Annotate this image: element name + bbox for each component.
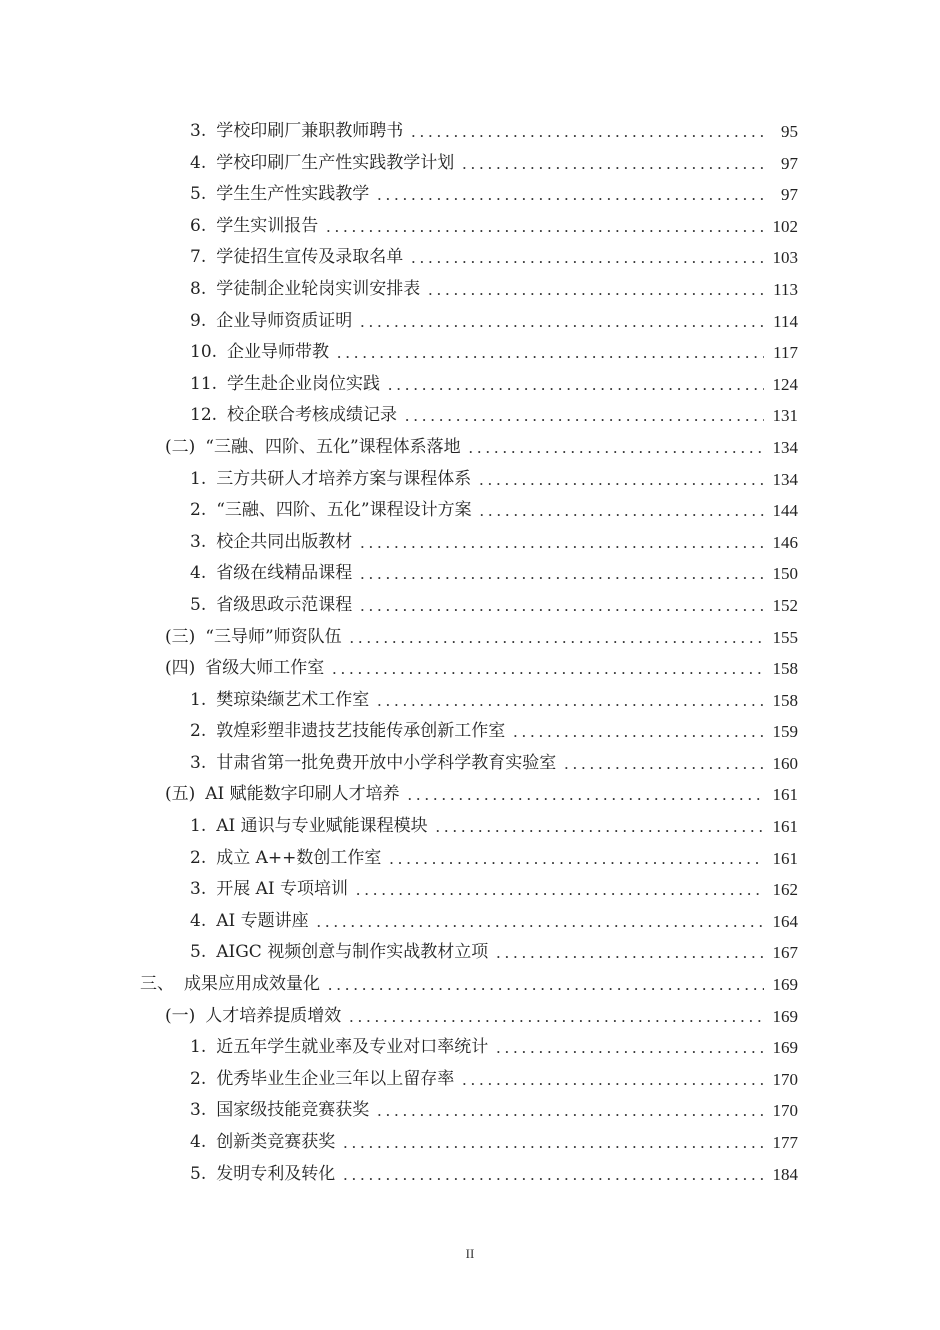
toc-entry[interactable] xyxy=(0,716,940,748)
toc-entry-number: 1. xyxy=(190,816,207,837)
toc-entry-number: (一) xyxy=(165,1005,196,1026)
toc-dot-leader xyxy=(343,1159,764,1191)
toc-entry[interactable] xyxy=(0,685,940,717)
toc-entry[interactable] xyxy=(0,274,940,306)
toc-dot-leader xyxy=(356,874,764,906)
toc-entry-title: 学校印刷厂生产性实践教学计划 xyxy=(216,152,455,173)
toc-entry-page: 95 xyxy=(781,122,798,141)
toc-entry-page: 134 xyxy=(772,469,798,489)
toc-dot-leader xyxy=(462,1064,764,1096)
toc-entry-page: 131 xyxy=(772,406,798,426)
toc-entry-page: 169 xyxy=(772,1006,798,1026)
toc-entry-page: 164 xyxy=(772,911,798,931)
toc-entry-number: 1. xyxy=(190,468,207,489)
toc-entry-title: 三方共研人才培养方案与课程体系 xyxy=(216,468,472,489)
toc-entry-number: 3. xyxy=(190,1100,207,1121)
toc-entry-page: 161 xyxy=(772,817,798,837)
toc-entry-number: 6. xyxy=(190,215,207,236)
toc-entry[interactable] xyxy=(0,400,940,432)
toc-entry-number: 2. xyxy=(190,721,207,742)
toc-dot-leader xyxy=(436,811,764,843)
toc-entry-title: 人才培养提质增效 xyxy=(205,1005,342,1026)
toc-entry[interactable] xyxy=(0,1032,940,1064)
toc-dot-leader xyxy=(564,748,764,780)
page-number-footer: II xyxy=(465,1246,475,1261)
toc-dot-leader xyxy=(377,685,764,717)
toc-dot-leader xyxy=(360,590,764,622)
toc-entry-page: 152 xyxy=(772,595,798,615)
toc-entry[interactable] xyxy=(0,1001,940,1033)
toc-dot-leader xyxy=(496,937,764,969)
toc-entry-page: 124 xyxy=(772,374,798,394)
toc-dot-leader xyxy=(349,1001,764,1033)
toc-entry-title: 学徒招生宣传及录取名单 xyxy=(216,247,404,268)
toc-dot-leader xyxy=(360,527,764,559)
toc-dot-leader xyxy=(480,495,764,527)
toc-dot-leader xyxy=(479,464,764,496)
toc-entry-number: 3. xyxy=(190,752,207,773)
toc-entry[interactable] xyxy=(0,116,940,148)
toc-dot-leader xyxy=(513,716,764,748)
toc-entry[interactable] xyxy=(0,1127,940,1159)
toc-entry-page: 103 xyxy=(772,248,798,268)
toc-dot-leader xyxy=(428,274,764,306)
toc-entry-page: 114 xyxy=(773,311,798,331)
toc-dot-leader xyxy=(360,558,764,590)
toc-entry-title: 优秀毕业生企业三年以上留存率 xyxy=(216,1068,455,1089)
toc-entry-number: 三、 xyxy=(140,974,174,995)
toc-entry-number: 2. xyxy=(190,500,207,521)
toc-entry-title: 国家级技能竞赛获奖 xyxy=(216,1100,370,1121)
toc-entry[interactable] xyxy=(0,1064,940,1096)
toc-entry-number: 5. xyxy=(190,184,207,205)
toc-entry[interactable] xyxy=(0,432,940,464)
toc-entry-title: 企业导师带教 xyxy=(227,342,330,363)
toc-entry-title: 校企联合考核成绩记录 xyxy=(227,405,398,426)
toc-entry-title: 学生赴企业岗位实践 xyxy=(227,373,381,394)
toc-entry-number: 4. xyxy=(190,910,207,931)
toc-entry-title: 学生实训报告 xyxy=(216,215,319,236)
toc-dot-leader xyxy=(343,1127,764,1159)
toc-entry[interactable] xyxy=(0,906,940,938)
toc-entry-title: AI 赋能数字印刷人才培养 xyxy=(205,784,400,805)
toc-entry[interactable] xyxy=(0,242,940,274)
toc-entry-title: 省级思政示范课程 xyxy=(216,594,353,615)
toc-entry-page: 169 xyxy=(772,1038,798,1058)
toc-entry[interactable] xyxy=(0,1159,940,1191)
toc-entry-number: 1. xyxy=(190,689,207,710)
toc-entry-number: 9. xyxy=(190,310,207,331)
toc-entry[interactable] xyxy=(0,211,940,243)
toc-entry-number: 12. xyxy=(190,405,218,426)
toc-entry[interactable] xyxy=(0,179,940,211)
toc-entry-title: 甘肃省第一批免费开放中小学科学教育实验室 xyxy=(216,752,557,773)
toc-dot-leader xyxy=(462,148,764,180)
toc-entry-page: 144 xyxy=(772,501,798,521)
toc-dot-leader xyxy=(496,1032,764,1064)
toc-dot-leader xyxy=(332,653,764,685)
toc-entry-title: 学生生产性实践教学 xyxy=(216,184,370,205)
toc-dot-leader xyxy=(360,306,764,338)
toc-entry-page: 170 xyxy=(772,1069,798,1089)
toc-entry[interactable] xyxy=(0,874,940,906)
toc-entry-number: 2. xyxy=(190,1068,207,1089)
toc-entry-number: (三) xyxy=(165,626,196,647)
toc-entry-title: 成果应用成效量化 xyxy=(184,974,320,995)
toc-entry[interactable] xyxy=(0,148,940,180)
toc-entry-page: 167 xyxy=(772,943,798,963)
toc-entry-number: 2. xyxy=(190,847,207,868)
toc-entry-title: 省级在线精品课程 xyxy=(216,563,353,584)
toc-dot-leader xyxy=(405,400,764,432)
toc-dot-leader xyxy=(389,843,764,875)
toc-entry-title: 校企共同出版教材 xyxy=(216,531,353,552)
toc-entry[interactable] xyxy=(0,843,940,875)
toc-entry-page: 97 xyxy=(781,153,798,173)
toc-dot-leader xyxy=(377,1095,764,1127)
toc-entry-page: 161 xyxy=(772,848,798,868)
toc-entry-number: 4. xyxy=(190,1132,207,1152)
toc-entry-title: 成立 A++数创工作室 xyxy=(216,847,382,868)
toc-entry[interactable] xyxy=(0,779,940,811)
toc-entry-page: 158 xyxy=(772,690,798,710)
toc-entry-page: 113 xyxy=(773,279,798,299)
toc-entry[interactable] xyxy=(0,369,940,401)
toc-entry-number: (四) xyxy=(165,658,196,679)
toc-entry-page: 134 xyxy=(772,437,798,457)
toc-entry-page: 161 xyxy=(772,785,798,805)
toc-entry-number: 1. xyxy=(190,1037,207,1058)
toc-entry[interactable] xyxy=(0,748,940,780)
toc-entry-title: AI 通识与专业赋能课程模块 xyxy=(216,816,428,837)
toc-entry-number: (二) xyxy=(165,436,196,457)
toc-entry[interactable] xyxy=(0,306,940,338)
toc-entry-number: 4. xyxy=(190,152,207,173)
toc-entry-title: 学徒制企业轮岗实训安排表 xyxy=(216,278,421,299)
toc-entry[interactable] xyxy=(0,1095,940,1127)
toc-dot-leader xyxy=(388,369,764,401)
toc-entry-title: “三融、四阶、五化”课程设计方案 xyxy=(216,500,472,521)
table-of-contents xyxy=(0,116,940,1190)
toc-entry-page: 159 xyxy=(772,722,798,742)
toc-entry[interactable] xyxy=(0,811,940,843)
toc-entry-title: AI 专题讲座 xyxy=(216,910,309,931)
toc-entry-number: 11. xyxy=(190,373,218,394)
toc-entry-title: “三融、四阶、五化”课程体系落地 xyxy=(205,436,461,457)
toc-entry-number: 5. xyxy=(190,1163,207,1184)
toc-entry-title: AIGC 视频创意与制作实战教材立项 xyxy=(216,942,489,963)
toc-entry-title: 创新类竞赛获奖 xyxy=(216,1132,336,1152)
toc-entry-page: 97 xyxy=(781,185,798,205)
toc-entry-number: 4. xyxy=(190,563,207,584)
toc-entry-page: 102 xyxy=(772,216,798,236)
toc-entry-title: 开展 AI 专项培训 xyxy=(216,879,349,900)
toc-entry-page: 158 xyxy=(772,659,798,679)
toc-entry[interactable] xyxy=(0,937,940,969)
toc-entry-number: 5. xyxy=(190,942,207,963)
toc-entry-page: 146 xyxy=(772,532,798,552)
toc-entry-title: 敦煌彩塑非遗技艺技能传承创新工作室 xyxy=(216,721,506,742)
toc-entry[interactable] xyxy=(0,590,940,622)
toc-dot-leader xyxy=(328,969,764,1001)
toc-dot-leader xyxy=(469,432,764,464)
toc-entry-title: 近五年学生就业率及专业对口率统计 xyxy=(216,1037,489,1058)
toc-entry[interactable] xyxy=(0,653,940,685)
toc-entry[interactable] xyxy=(0,464,940,496)
toc-entry-title: 发明专利及转化 xyxy=(216,1163,336,1184)
toc-entry-number: 7. xyxy=(190,247,207,268)
toc-entry-number: 3. xyxy=(190,121,207,141)
toc-entry-number: 3. xyxy=(190,531,207,552)
toc-entry-page: 160 xyxy=(772,753,798,773)
toc-dot-leader xyxy=(411,242,764,274)
toc-entry-title: 学校印刷厂兼职教师聘书 xyxy=(216,121,404,141)
toc-entry-number: 3. xyxy=(190,879,207,900)
toc-entry[interactable] xyxy=(0,622,940,654)
toc-entry-title: “三导师”师资队伍 xyxy=(205,626,342,647)
toc-entry[interactable] xyxy=(0,337,940,369)
toc-entry-page: 184 xyxy=(772,1164,798,1184)
toc-entry-number: 5. xyxy=(190,594,207,615)
toc-dot-leader xyxy=(377,179,764,211)
toc-entry-page: 117 xyxy=(773,343,798,363)
toc-entry-page: 155 xyxy=(772,627,798,647)
toc-entry-page: 162 xyxy=(772,880,798,900)
toc-dot-leader xyxy=(408,779,764,811)
toc-entry-number: 10. xyxy=(190,342,218,363)
toc-entry-title: 省级大师工作室 xyxy=(205,658,325,679)
toc-entry[interactable] xyxy=(0,527,940,559)
toc-entry-page: 170 xyxy=(772,1101,798,1121)
toc-entry[interactable] xyxy=(0,558,940,590)
toc-entry-page: 177 xyxy=(772,1133,798,1152)
toc-entry[interactable] xyxy=(0,969,940,1001)
toc-entry-page: 150 xyxy=(772,564,798,584)
toc-entry-title: 企业导师资质证明 xyxy=(216,310,353,331)
toc-entry-number: 8. xyxy=(190,278,207,299)
toc-dot-leader xyxy=(350,622,764,654)
toc-dot-leader xyxy=(337,337,764,369)
toc-dot-leader xyxy=(326,211,764,243)
toc-entry-number: (五) xyxy=(165,784,196,805)
toc-entry-title: 樊琼染缬艺术工作室 xyxy=(216,689,370,710)
toc-dot-leader xyxy=(317,906,764,938)
toc-dot-leader xyxy=(411,116,764,148)
toc-entry[interactable] xyxy=(0,495,940,527)
toc-entry-page: 169 xyxy=(772,975,798,995)
